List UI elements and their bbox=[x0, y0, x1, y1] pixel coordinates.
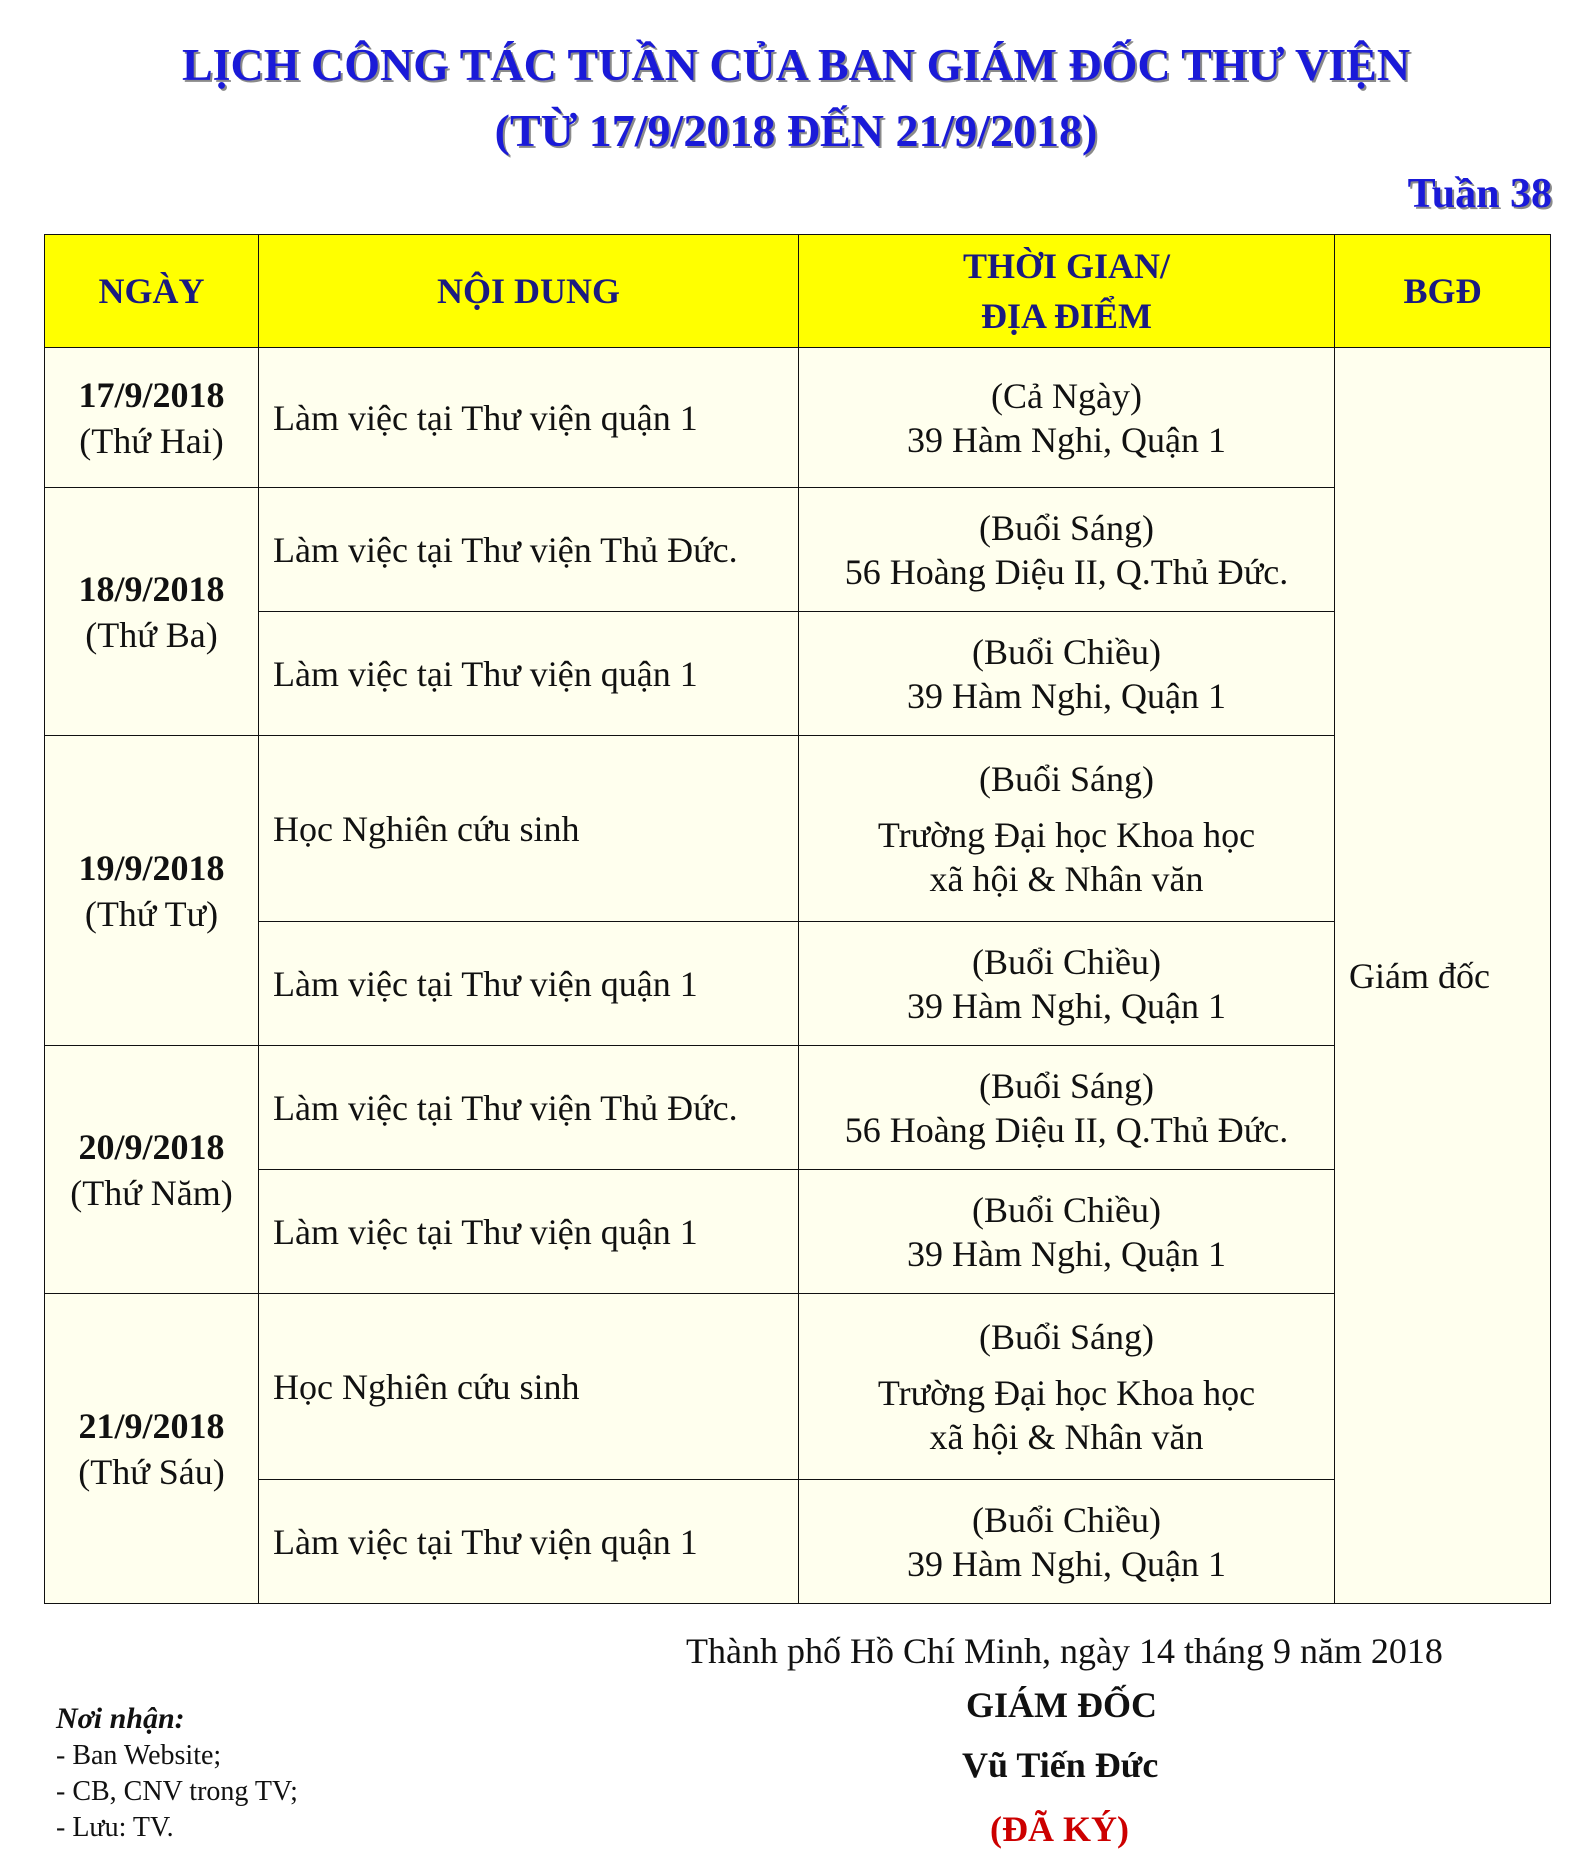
date-cell bbox=[45, 736, 259, 1046]
city-date: Thành phố Hồ Chí Minh, ngày 14 tháng 9 năm 2018 bbox=[686, 1631, 1443, 1671]
content-cell: Làm việc tại Thư viện Thủ Đức. bbox=[259, 1046, 799, 1170]
date-value: 20/9/2018 bbox=[78, 1126, 225, 1167]
document-title: LỊCH CÔNG TÁC TUẦN CỦA BAN GIÁM ĐỐC THƯ VIỆN bbox=[181, 39, 1411, 90]
weekday-label: (Thứ Hai) bbox=[79, 420, 224, 461]
table-row bbox=[45, 736, 1551, 922]
time-place-cell bbox=[799, 922, 1335, 1046]
signed-status: (ĐÃ KÝ) bbox=[990, 1809, 1129, 1849]
time-label: (Buổi Sáng) bbox=[979, 758, 1154, 799]
table-header-row bbox=[45, 235, 1551, 348]
time-label: (Buổi Chiều) bbox=[972, 941, 1161, 982]
time-place-cell bbox=[799, 488, 1335, 612]
header-time-line2: ĐỊA ĐIỂM bbox=[980, 296, 1153, 336]
date-cell bbox=[45, 1294, 259, 1604]
recipient-item: - Ban Website; bbox=[56, 1740, 222, 1771]
date-value: 18/9/2018 bbox=[78, 568, 225, 609]
content-cell: Làm việc tại Thư viện quận 1 bbox=[259, 1170, 799, 1294]
content-cell: Làm việc tại Thư viện quận 1 bbox=[259, 612, 799, 736]
spacer bbox=[799, 1359, 1334, 1371]
content-cell: Làm việc tại Thư viện quận 1 bbox=[259, 348, 799, 488]
signer-name: Vũ Tiến Đức bbox=[962, 1745, 1159, 1785]
place-line: xã hội & Nhân văn bbox=[929, 1416, 1204, 1457]
time-label: (Buổi Chiều) bbox=[972, 1189, 1161, 1230]
time-label: (Buổi Chiều) bbox=[972, 1499, 1161, 1540]
header-content: NỘI DUNG bbox=[259, 235, 799, 348]
time-label: (Buổi Sáng) bbox=[979, 507, 1154, 548]
bgd-cell: Giám đốc bbox=[1335, 348, 1551, 1604]
table-row bbox=[45, 348, 1551, 488]
time-label: (Buổi Chiều) bbox=[972, 631, 1161, 672]
date-value: 19/9/2018 bbox=[78, 847, 225, 888]
date-cell bbox=[45, 1046, 259, 1294]
place-line: 39 Hàm Nghi, Quận 1 bbox=[907, 419, 1226, 460]
weekday-label: (Thứ Ba) bbox=[85, 614, 218, 655]
time-place-cell bbox=[799, 1480, 1335, 1604]
date-value: 17/9/2018 bbox=[78, 374, 225, 415]
date-cell bbox=[45, 488, 259, 736]
time-place-cell bbox=[799, 348, 1335, 488]
place-line: 39 Hàm Nghi, Quận 1 bbox=[907, 1543, 1226, 1584]
place-line: Trường Đại học Khoa học bbox=[877, 1372, 1256, 1413]
header-bgd: BGĐ bbox=[1335, 235, 1551, 348]
place-line: 39 Hàm Nghi, Quận 1 bbox=[907, 985, 1226, 1026]
place-line: xã hội & Nhân văn bbox=[929, 858, 1204, 899]
place-line: 56 Hoàng Diệu II, Q.Thủ Đức. bbox=[844, 1109, 1289, 1150]
recipient-item: - Lưu: TV. bbox=[56, 1812, 174, 1843]
weekday-label: (Thứ Tư) bbox=[84, 893, 219, 934]
header-time-line1: THỜI GIAN/ bbox=[962, 246, 1171, 286]
weekday-label: (Thứ Năm) bbox=[70, 1172, 233, 1213]
place-line: Trường Đại học Khoa học bbox=[877, 814, 1256, 855]
time-place-cell bbox=[799, 612, 1335, 736]
table-row bbox=[45, 1294, 1551, 1480]
time-place-cell bbox=[799, 1294, 1335, 1480]
place-line: 56 Hoàng Diệu II, Q.Thủ Đức. bbox=[844, 551, 1289, 592]
content-cell: Làm việc tại Thư viện quận 1 bbox=[259, 922, 799, 1046]
schedule-table bbox=[44, 234, 1551, 1604]
time-label: (Cả Ngày) bbox=[991, 375, 1142, 416]
date-cell bbox=[45, 348, 259, 488]
table-row bbox=[45, 488, 1551, 612]
table-row bbox=[45, 1046, 1551, 1170]
document-date-range: (TỪ 17/9/2018 ĐẾN 21/9/2018) bbox=[494, 105, 1098, 156]
content-cell: Làm việc tại Thư viện quận 1 bbox=[259, 1480, 799, 1604]
table-row bbox=[45, 922, 1551, 1046]
content-cell: Học Nghiên cứu sinh bbox=[259, 736, 799, 922]
time-label: (Buổi Sáng) bbox=[979, 1316, 1154, 1357]
recipients-title: Nơi nhận: bbox=[56, 1702, 185, 1735]
weekday-label: (Thứ Sáu) bbox=[78, 1451, 225, 1492]
header-time-place bbox=[799, 235, 1335, 348]
time-label: (Buổi Sáng) bbox=[979, 1065, 1154, 1106]
content-cell: Học Nghiên cứu sinh bbox=[259, 1294, 799, 1480]
signer-title: GIÁM ĐỐC bbox=[966, 1685, 1157, 1725]
schedule-body bbox=[45, 348, 1551, 1604]
recipient-item: - CB, CNV trong TV; bbox=[56, 1776, 298, 1807]
time-place-cell bbox=[799, 1046, 1335, 1170]
time-place-cell bbox=[799, 1170, 1335, 1294]
spacer bbox=[799, 801, 1334, 813]
table-row bbox=[45, 612, 1551, 736]
place-line: 39 Hàm Nghi, Quận 1 bbox=[907, 675, 1226, 716]
place-line: 39 Hàm Nghi, Quận 1 bbox=[907, 1233, 1226, 1274]
time-place-cell bbox=[799, 736, 1335, 922]
content-cell: Làm việc tại Thư viện Thủ Đức. bbox=[259, 488, 799, 612]
date-value: 21/9/2018 bbox=[78, 1405, 225, 1446]
table-row bbox=[45, 1170, 1551, 1294]
week-number: Tuần 38 bbox=[1407, 171, 1552, 217]
table-row bbox=[45, 1480, 1551, 1604]
header-date: NGÀY bbox=[45, 235, 259, 348]
